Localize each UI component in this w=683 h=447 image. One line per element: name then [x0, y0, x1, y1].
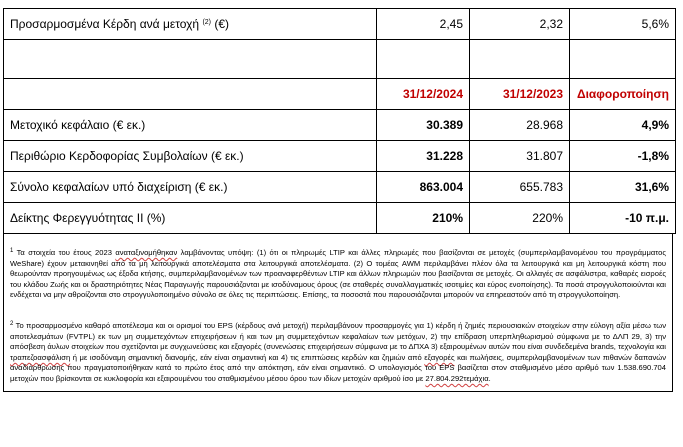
header-change: Διαφοροποίηση — [570, 79, 676, 110]
value-2024: 31.228 — [377, 141, 470, 172]
row-label: Δείκτης Φερεγγυότητας II (%) — [4, 203, 377, 234]
footnote-2: $^2$ Το προσαρμοσμένο καθαρό αποτέλεσμα και οι ορισμοί του EPS (κέρδους ανά μετοχή) περιλαμβάνουν προσαρμογές για 1) κέρδη ή ζημιές περιουσιακών στοιχείων στην εύλογη αξία μέσω των αποτελεσμάτων (FVTPL) εκ των μη συμμετεχόντων επιχειρήσεων ή και των μη συμμετεχόντων κεφαλαίων των μετόχων, 2) την επίδραση υπερπληθωρισμού σύμφωνα με το ΔΛΠ 29, 3) την απόσβεση άυλων στοιχείων που σχετίζονται με συγχωνεύσεις και εξαγορές (συνενώσεις επιχειρήσεων σύμφωνα με το ΔΠΧΑ 3) εξαιρουμένων αυτών που είναι συνδεδεμένα brands, τεχνολογία και τραπεζοασφάλιση ή με ισοδύναμη σημαντική διανομής, εάν είναι σημαντική και 4) τις επιπτώσεις κερδών και ζημιών από εξαγορές και πωλήσεις, συμπεριλαμβανομένων των πιθανών δαπανών αναδιάρθρωσης που πραγματοποιήθηκαν κατά το πρώτο έτος από την απόκτηση, εάν είναι σημαντικό. Ο υπολογισμός του EPS βασίζεται στον σταθμισμένο μέσο αριθμό των 1.538.690.704 μετοχών που βρίσκονται σε κυκλοφορία και εξαιρουμένου του σταθμισμένου μέσου όρου των ιδίων μετοχών αριθμού ίσο με 27.804.292τεμάχια. — [10, 320, 666, 383]
table-row — [4, 203, 676, 234]
footnote-ref: (2) — [202, 19, 212, 26]
value-2024: 863.004 — [377, 172, 470, 203]
table-row-empty — [4, 40, 676, 79]
header-label-cell — [4, 79, 377, 110]
row-label: Περιθώριο Κερδοφορίας Συμβολαίων (€ εκ.) — [4, 141, 377, 172]
value-change: 4,9% — [570, 110, 676, 141]
table-row-eps — [4, 9, 676, 40]
value-2023: 28.968 — [470, 110, 570, 141]
spellcheck-word: αναταξινομήθηκαν — [115, 248, 178, 257]
value-change: 5,6% — [570, 9, 676, 40]
header-2024: 31/12/2024 — [377, 79, 470, 110]
row-label: Σύνολο κεφαλαίων υπό διαχείριση (€ εκ.) — [4, 172, 377, 203]
spellcheck-word: 27.804.292τεμάχια — [425, 373, 489, 383]
financial-table — [3, 8, 676, 234]
value-change: -10 π.μ. — [570, 203, 676, 234]
table-row — [4, 172, 676, 203]
spellcheck-word: εξαγορές — [424, 352, 455, 362]
header-2023: 31/12/2023 — [470, 79, 570, 110]
row-label: Μετοχικό κεφάλαιο (€ εκ.) — [4, 110, 377, 141]
value-2023: 2,32 — [470, 9, 570, 40]
footnotes-box — [3, 234, 673, 392]
value-2023: 220% — [470, 203, 570, 234]
value-2024: 30.389 — [377, 110, 470, 141]
row-label: Προσαρμοσμένα Κέρδη ανά μετοχή $^{(2)}$ (€) — [4, 9, 377, 40]
table-header-row — [4, 79, 676, 110]
table-row — [4, 110, 676, 141]
value-change: 31,6% — [570, 172, 676, 203]
value-2024: 210% — [377, 203, 470, 234]
footnote-mark: 1 — [10, 248, 14, 254]
spellcheck-word: τραπεζοασφάλιση — [10, 352, 71, 362]
footnote-1: $^1$ Τα στοιχεία του έτους 2023 αναταξινομήθηκαν λαμβάνοντας υπόψη: (1) ότι οι πληρωμές LTIP και άλλες πληρωμές που βασίζονται σε μετοχές (συμπεριλαμβανομένου του προγράμματος WeShare) έχουν μετακινηθεί από τα μη λειτουργικά αποτελέσματα στα λειτουργικά αποτελέσματα. (2) Ο τομέας AWM περιλαμβάνει πλέον όλα τα λειτουργικά και μη λειτουργικά κόστη που θεωρούνταν προηγουμένως ως έξοδα κτήσης, συμπεριλαμβανομένων των προαναφερθέντων LTIP και άλλων πληρωμών που βασίζονται σε μετοχές. Οι αλλαγές σε ασφάλιστρα, καθαρές εισροές του κλάδου Ζωής και οι δραστηριότητες Νέας Παραγωγής παρουσιάζονται με ισοδύναμους όρους (σε σταθερές συναλλαγματικές ισοτιμίες και εύρος ενοποίησης). Τα ποσά στρογγυλοποιούνται και ενδέχεται να μην αθροίζονται στο στρογγυλοποιημένο σύνολο σε όλες τις περιπτώσεις. Επίσης, τα ποσοστά που παρουσιάζονται μπορούν να επηρεαστούν από τη στρογγυλοποίηση. — [10, 248, 666, 300]
value-change: -1,8% — [570, 141, 676, 172]
footnote-mark: 2 — [10, 320, 14, 327]
value-2023: 31.807 — [470, 141, 570, 172]
value-2023: 655.783 — [470, 172, 570, 203]
document-page — [3, 8, 675, 392]
value-2024: 2,45 — [377, 9, 470, 40]
table-row — [4, 141, 676, 172]
